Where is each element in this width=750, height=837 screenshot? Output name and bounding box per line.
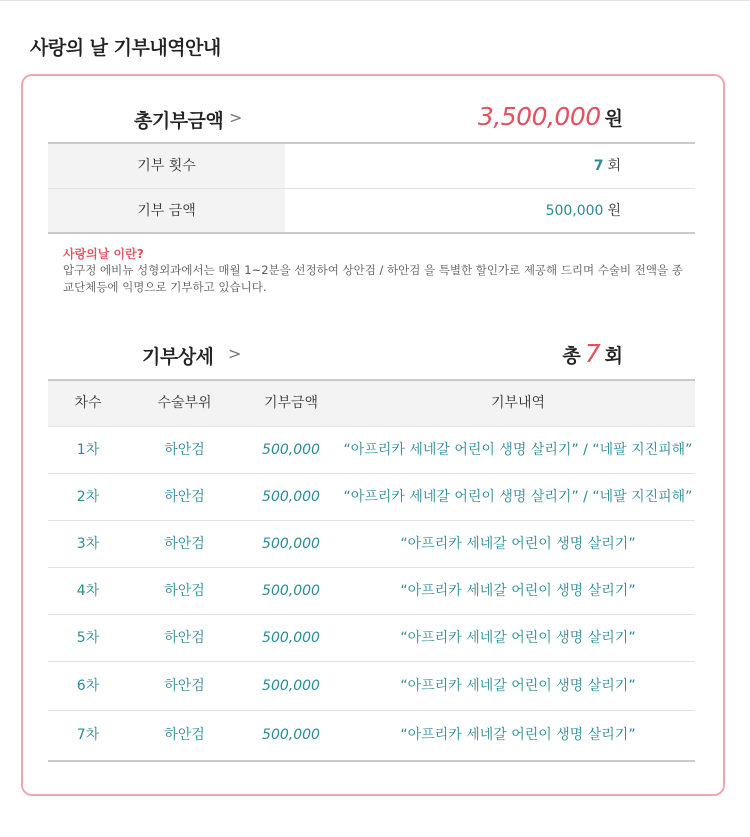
cell-round: 6차 <box>76 678 100 694</box>
cell-amount: 500,000 <box>262 583 320 599</box>
donation-count-value: 7 <box>593 158 604 174</box>
cell-description: “아프리카 세네갈 어린이 생명 살리기” <box>400 678 636 694</box>
table-bottom-rule <box>48 760 695 762</box>
cell-amount: 500,000 <box>262 727 320 743</box>
chevron-right-icon[interactable]: > <box>228 344 242 363</box>
page-title: 사랑의 날 기부내역안내 <box>30 37 221 59</box>
cell-area: 하안검 <box>164 442 205 458</box>
donation-count-unit: 회 <box>607 158 621 174</box>
table-header <box>48 379 695 427</box>
table-row <box>48 711 695 760</box>
cell-round: 5차 <box>76 630 100 646</box>
info-title: 사랑의날 이란? <box>63 247 144 261</box>
total-amount-unit: 원 <box>604 108 623 130</box>
top-divider <box>0 0 750 1</box>
cell-round: 7차 <box>76 727 100 743</box>
table-row <box>48 615 695 662</box>
cell-area: 하안검 <box>164 630 205 646</box>
column-header-round: 차수 <box>74 395 102 411</box>
donation-table <box>48 379 695 762</box>
table-row <box>48 662 695 711</box>
donation-detail-label: 기부상세 <box>142 346 214 368</box>
cell-description: “아프리카 세네갈 어린이 생명 살리기” / “네팔 지진피해” <box>343 489 693 505</box>
donation-detail-header <box>48 339 695 375</box>
detail-count-prefix: 총 <box>562 345 581 367</box>
donation-amount-unit: 원 <box>607 203 621 219</box>
detail-count-value: 7 <box>584 339 601 368</box>
cell-amount: 500,000 <box>262 630 320 646</box>
cell-description: “아프리카 세네갈 어린이 생명 살리기” <box>400 583 636 599</box>
cell-description: “아프리카 세네갈 어린이 생명 살리기” <box>400 630 636 646</box>
stat-label-amount: 기부 금액 <box>48 189 285 233</box>
column-header-area: 수술부위 <box>157 395 212 411</box>
chevron-right-icon[interactable]: > <box>229 108 243 127</box>
cell-description: “아프리카 세네갈 어린이 생명 살리기” / “네팔 지진피해” <box>343 442 693 458</box>
cell-round: 2차 <box>76 489 100 505</box>
stat-row-count <box>48 144 695 188</box>
stat-value-amount <box>546 189 621 233</box>
cell-amount: 500,000 <box>262 442 320 458</box>
cell-amount: 500,000 <box>262 536 320 552</box>
total-donation-label: 총기부금액 <box>134 110 224 132</box>
stat-label-count: 기부 횟수 <box>48 144 285 188</box>
cell-amount: 500,000 <box>262 489 320 505</box>
total-amount-value: 3,500,000 <box>477 102 601 131</box>
cell-amount: 500,000 <box>262 678 320 694</box>
cell-area: 하안검 <box>164 678 205 694</box>
cell-description: “아프리카 세네갈 어린이 생명 살리기” <box>400 727 636 743</box>
cell-round: 4차 <box>76 583 100 599</box>
cell-area: 하안검 <box>164 727 205 743</box>
info-description: 압구정 에비뉴 성형외과에서는 매월 1~2분을 선정하여 상안검 / 하안검 을 특별한 할인가로 제공해 드리며 수술비 전액을 종교단체등에 익명으로 기부하고 있습니다. <box>63 263 683 294</box>
total-amount <box>478 102 623 131</box>
table-row <box>48 521 695 568</box>
detail-count <box>562 339 623 368</box>
cell-description: “아프리카 세네갈 어린이 생명 살리기” <box>400 536 636 552</box>
cell-round: 3차 <box>76 536 100 552</box>
cell-round: 1차 <box>76 442 100 458</box>
detail-count-unit: 회 <box>604 345 623 367</box>
column-header-amount: 기부금액 <box>263 395 319 411</box>
total-donation-header <box>48 102 695 138</box>
stat-value-count <box>594 144 621 188</box>
stat-row-amount <box>48 189 695 233</box>
column-header-description: 기부내역 <box>490 395 546 411</box>
table-row <box>48 568 695 615</box>
summary-bottom-rule <box>48 232 695 234</box>
table-row <box>48 427 695 474</box>
cell-area: 하안검 <box>164 536 205 552</box>
cell-area: 하안검 <box>164 489 205 505</box>
donation-amount-value: 500,000 <box>545 203 604 219</box>
cell-area: 하안검 <box>164 583 205 599</box>
table-row <box>48 474 695 521</box>
